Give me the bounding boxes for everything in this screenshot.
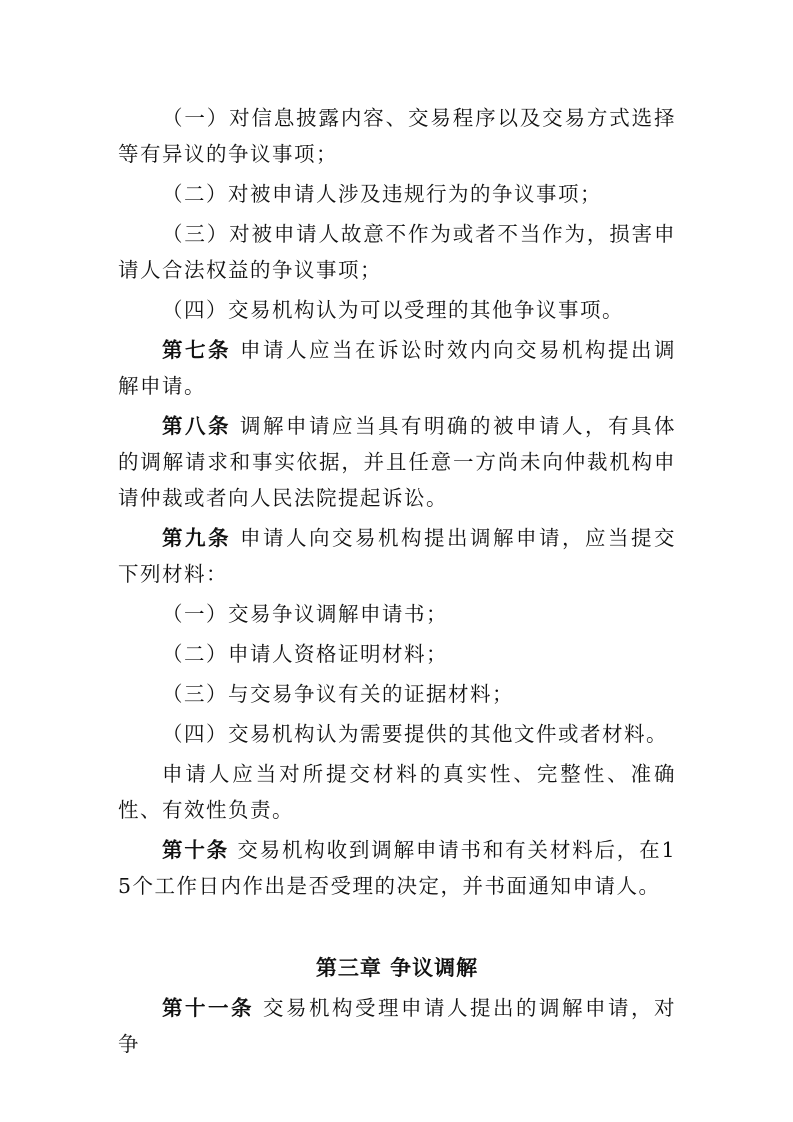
article-8 bbox=[118, 408, 676, 516]
article-text: 申请人应当在诉讼时效内向交易机构提出调解申请。 bbox=[118, 338, 676, 398]
article-11 bbox=[118, 990, 676, 1062]
list-item: （三）对被申请人故意不作为或者不当作为，损害申请人合法权益的争议事项； bbox=[118, 222, 676, 282]
document-page bbox=[118, 100, 676, 1066]
article-text: 交易机构收到调解申请书和有关材料后，在15个工作日内作出是否受理的决定，并书面通知申请人。 bbox=[118, 838, 676, 898]
list-item: （四）交易机构认为可以受理的其他争议事项。 bbox=[162, 298, 624, 322]
list-item: （二）申请人资格证明材料； bbox=[162, 642, 448, 666]
list-item: （一）交易争议调解申请书； bbox=[162, 602, 448, 626]
article-text: 交易机构受理申请人提出的调解申请，对争 bbox=[118, 996, 676, 1056]
chapter-title: 第三章 争议调解 bbox=[315, 955, 479, 980]
list-item: （一）对信息披露内容、交易程序以及交易方式选择等有异议的争议事项； bbox=[118, 106, 676, 166]
article-10 bbox=[118, 832, 676, 904]
list-item: （二）对被申请人涉及违规行为的争议事项； bbox=[162, 182, 602, 206]
article-title: 第十一条 bbox=[162, 996, 254, 1020]
list-item: （四）交易机构认为需要提供的其他文件或者材料。 bbox=[162, 722, 668, 746]
article-title: 第十条 bbox=[162, 838, 229, 862]
list-item: （三）与交易争议有关的证据材料； bbox=[162, 682, 514, 706]
article-9 bbox=[118, 520, 676, 592]
article-title: 第七条 bbox=[162, 338, 231, 362]
article-title: 第八条 bbox=[162, 414, 231, 438]
article-text: 调解申请应当具有明确的被申请人，有具体的调解请求和事实依据，并且任意一方尚未向仲裁机构申请仲裁或者向人民法院提起诉讼。 bbox=[118, 414, 676, 510]
article-7 bbox=[118, 332, 676, 404]
article-text: 申请人向交易机构提出调解申请，应当提交下列材料： bbox=[118, 526, 676, 586]
article-9-note: 申请人应当对所提交材料的真实性、完整性、准确性、有效性负责。 bbox=[118, 762, 676, 822]
article-title: 第九条 bbox=[162, 526, 231, 550]
